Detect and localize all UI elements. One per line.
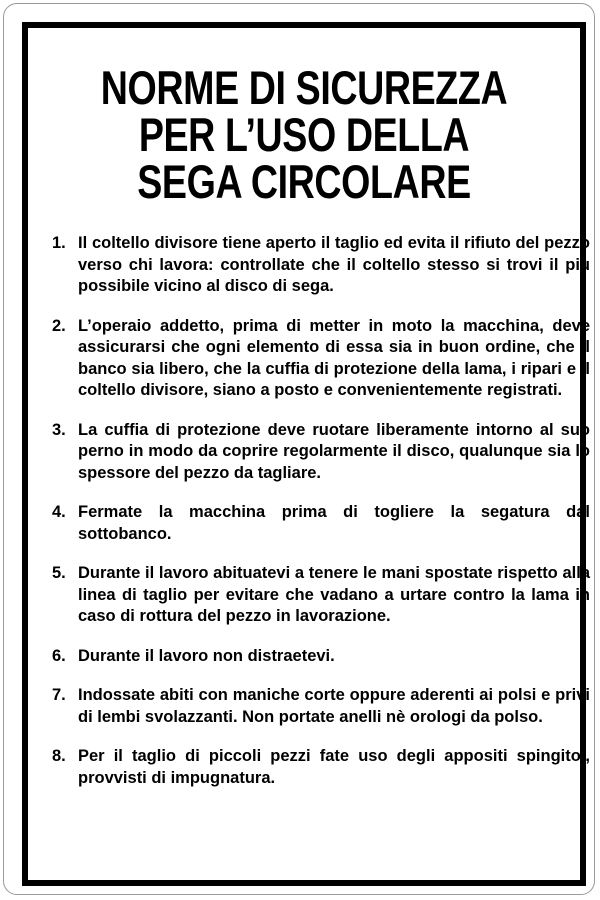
rule-text: Durante il lavoro non distraetevi. [78,646,335,665]
sign-frame [22,22,590,886]
rule-number: 4. [52,503,66,521]
rule-item [52,420,590,485]
rule-text: La cuffia di protezione deve ruotare liberamente intorno al suo perno in modo da coprire regolarmente il disco, qualunque sia lo spessore del pezzo da tagliare. [78,420,590,482]
title-line: SEGA CIRCOLARE [137,155,471,208]
rule-number: 8. [52,747,66,765]
rule-text: Durante il lavoro abituatevi a tenere le mani spostate rispetto alla linea di taglio per evitare che vadano a urtare contro la lama in caso di rottura del pezzo in lavorazione. [78,564,590,625]
rule-number: 1. [52,234,66,252]
rule-item [52,502,590,545]
rule-text: Indossate abiti con maniche corte oppure aderenti ai polsi e privi di lembi svolazzanti. Non portate anelli nè orologi da polso. [78,686,590,726]
rules-list [52,233,590,807]
rule-item [52,646,590,668]
rule-number: 6. [52,646,66,665]
rule-item [52,316,590,402]
title-line: NORME DI SICUREZZA [100,61,508,114]
rule-text: Per il taglio di piccoli pezzi fate uso degli appositi spingitoi, provvisti di impugnatura. [78,747,590,787]
rule-number: 2. [52,316,66,335]
sign-title [28,61,580,208]
rule-item [52,685,590,728]
title-line: PER L’USO DELLA [138,108,470,161]
rule-number: 7. [52,686,66,704]
rule-number: 3. [52,420,66,439]
rule-text: L’operaio addetto, prima di metter in moto la macchina, deve assicurarsi che ogni elemento di essa sia in buon ordine, che il banco sia libero, che la cuffia di protezione della lama, i ripari e il coltello divisore, siano a posto e convenientemente registrati. [78,316,590,399]
rule-item [52,563,590,628]
rule-number: 5. [52,564,66,582]
rule-item [52,233,590,298]
safety-sign [3,3,595,895]
rule-item [52,746,590,789]
rule-text: Il coltello divisore tiene aperto il taglio ed evita il rifiuto del pezzo verso chi lavora: controllate che il coltello stesso si trovi il più possibile vicino al disco di sega. [78,234,590,295]
rule-text: Fermate la macchina prima di togliere la segatura dal sottobanco. [78,503,590,543]
